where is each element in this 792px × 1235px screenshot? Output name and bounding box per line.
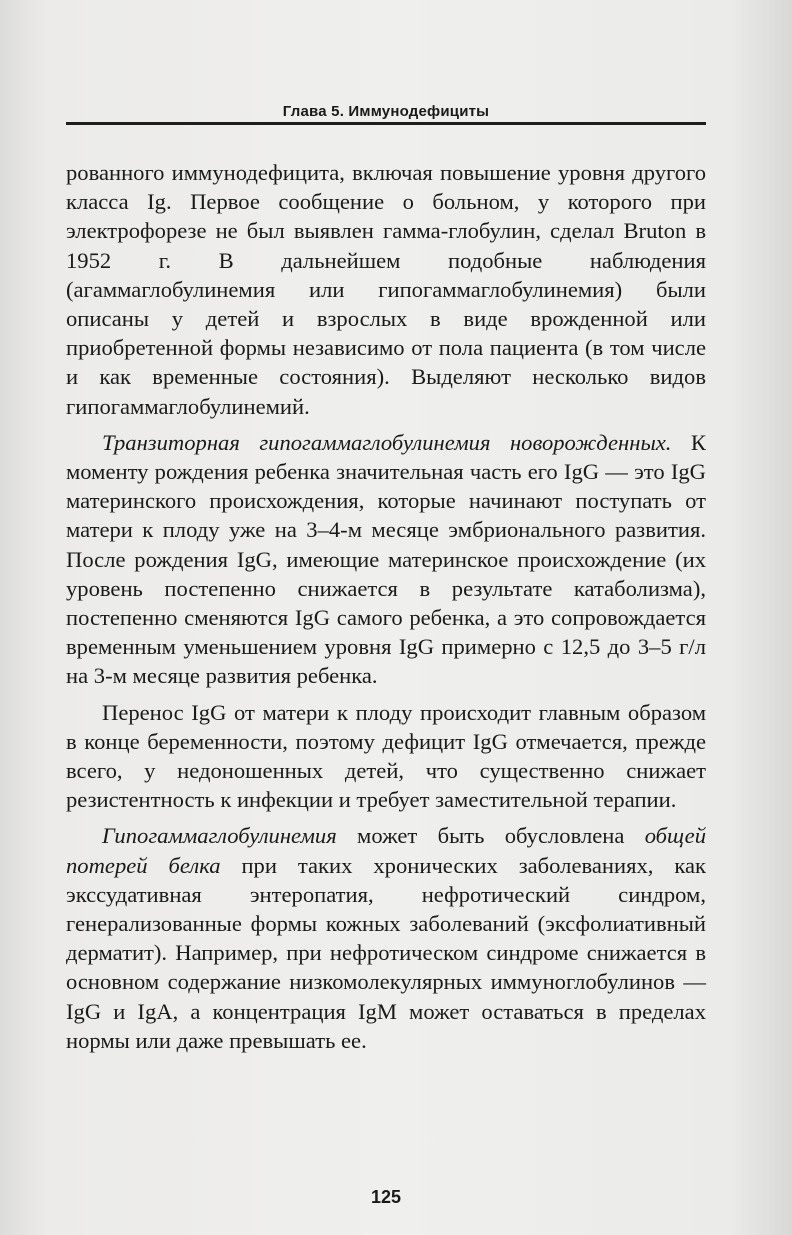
paragraph-4-text-2: при таких хронических заболеваниях, как экссудативная энтеропатия, нефротический синдром, генерализованные формы кожных заболеваний (эксфолиативный дерматит). Например, при нефротическом синдроме снижается в основном содержание низкомолекулярных иммуноглобулинов — IgG и IgA, а концентрация IgM может оставаться в пределах нормы или даже превышать ее.: [66, 852, 706, 1053]
paragraph-3: Перенос IgG от матери к плоду происходит главным образом в конце беременности, поэтому дефицит IgG отмечается, прежде всего, у недоношенных детей, что существенно снижает резистентность к инфекции и требует заместительной терапии.: [66, 699, 706, 813]
page-number: 125: [370, 1187, 402, 1207]
paragraph-2: [66, 428, 706, 691]
term-protein-loss: общей потерей белка: [66, 823, 706, 878]
body-text: [66, 158, 706, 1055]
paragraph-4: [66, 821, 706, 1055]
term-hypogammaglobulinemia: Гипогаммаглобулинемия: [102, 823, 337, 849]
header-rule: [66, 122, 706, 125]
paragraph-2-text: К моменту рождения ребенка значительная часть его IgG — это IgG материнского происхождения, которые начинают поступать от матери к плоду уже на 3–4-м месяце эмбрионального развития. После рождения IgG, имеющие материнское происхождение (их уровень постепенно снижается в результате катаболизма), постепенно сменяются IgG самого ребенка, а это сопровождается временным уменьшением уровня IgG примерно с 12,5 до 3–5 г/л на 3-м месяце развития ребенка.: [66, 429, 706, 689]
running-head: Глава 5. Иммунодефициты: [282, 103, 490, 120]
term-transient-hypogammaglobulinemia: Транзиторная гипогаммаглобулинемия новорожденных.: [102, 429, 672, 455]
paragraph-4-text-1: может быть обусловлена: [336, 823, 645, 849]
paragraph-1: рованного иммунодефицита, включая повышение уровня другого класса Ig. Первое сообщение о больном, у которого при электрофорезе не был выявлен гамма-глобулин, сделал Bruton в 1952 г. В дальнейшем подобные наблюдения (агаммаглобулинемия или гипогаммаглобулинемия) были описаны у детей и взрослых в виде врожденной или приобретенной формы независимо от пола пациента (в том числе и как временные состояния). Выделяют несколько видов гипогаммаглобулинемий.: [66, 160, 706, 419]
